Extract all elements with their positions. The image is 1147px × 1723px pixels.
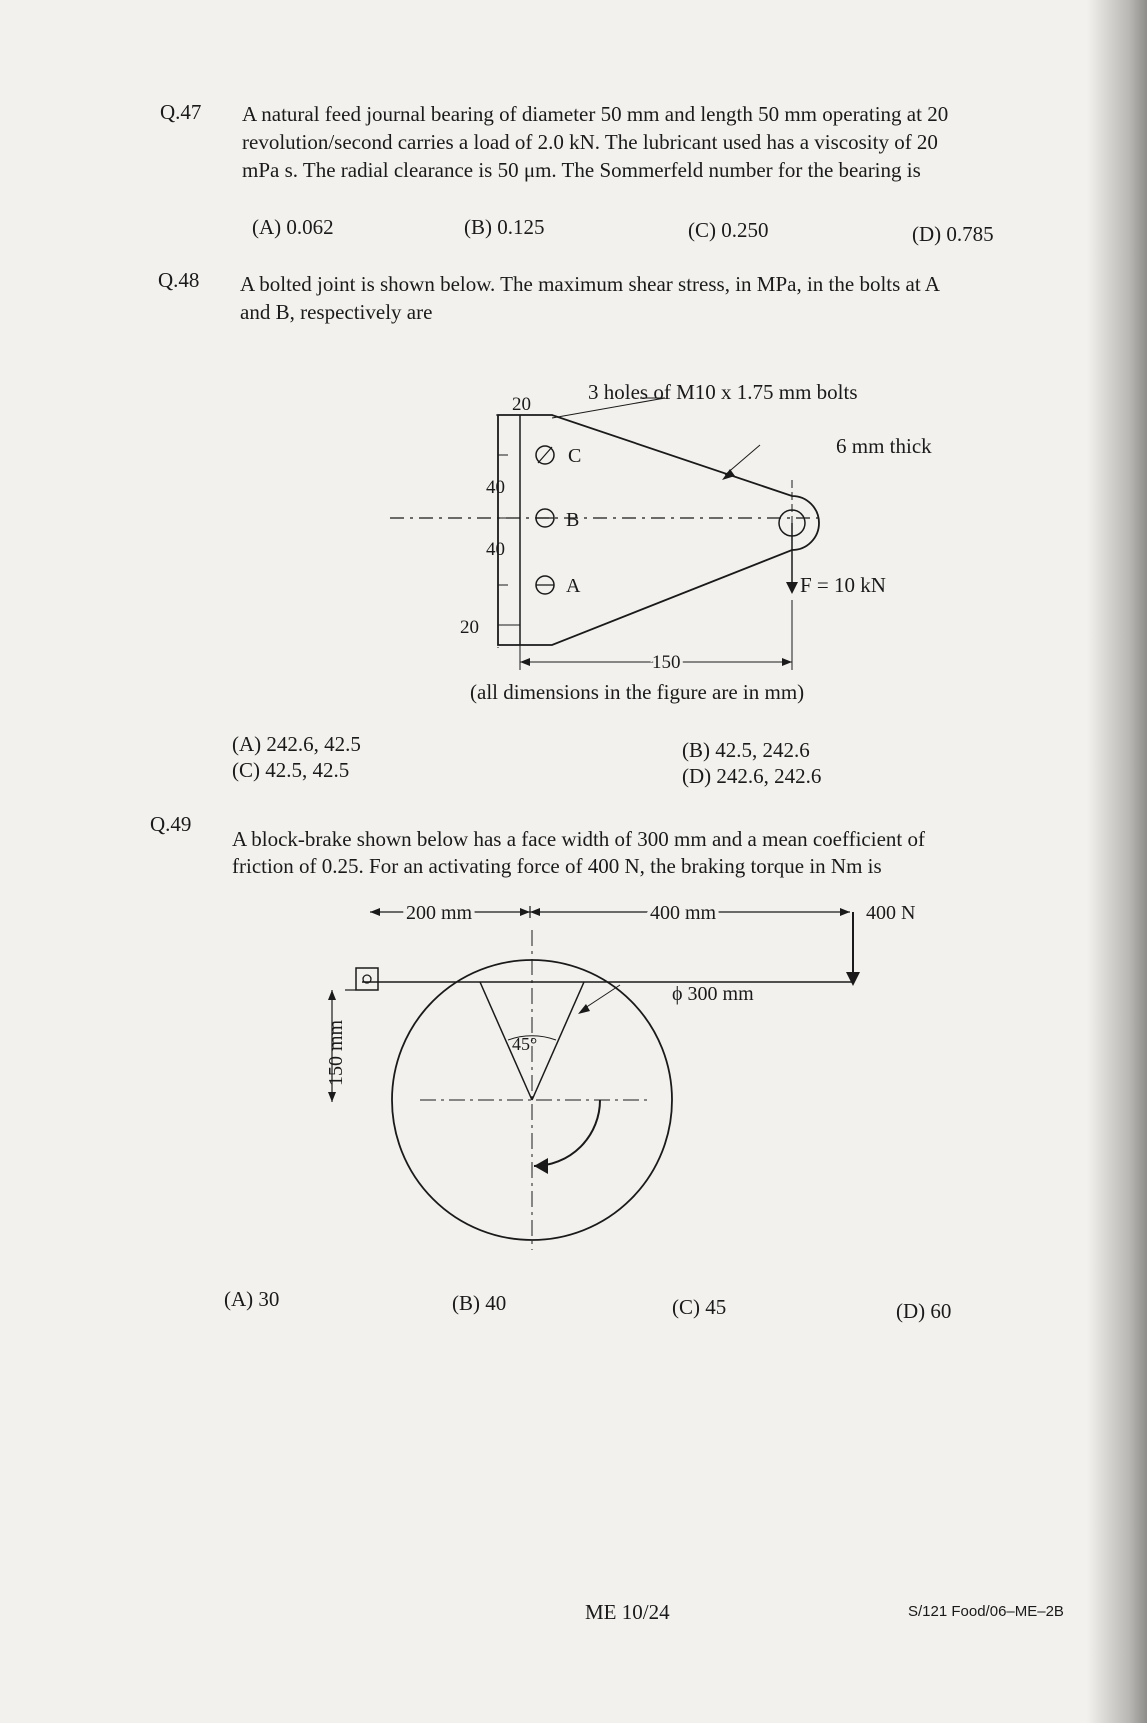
bolt-a-label: A bbox=[566, 575, 581, 597]
q48-bolts-label: 3 holes of M10 x 1.75 mm bolts bbox=[588, 380, 858, 404]
q48-figure-caption: (all dimensions in the figure are in mm) bbox=[470, 680, 805, 704]
dim-20-top: 20 bbox=[512, 394, 531, 415]
q49-line2: friction of 0.25. For an activating force of 400 N, the braking torque in Nm is bbox=[232, 854, 882, 878]
q47-line1: A natural feed journal bearing of diameter 50 mm and length 50 mm operating at 20 bbox=[242, 102, 949, 126]
q47-number: Q.47 bbox=[160, 100, 202, 124]
q49-option-c[interactable]: (C) 45 bbox=[672, 1295, 727, 1319]
bracket-plate bbox=[498, 415, 819, 645]
q47-option-b[interactable]: (B) 0.125 bbox=[464, 215, 545, 239]
dim-40-lower: 40 bbox=[486, 539, 505, 560]
q48-thickness-label: 6 mm thick bbox=[836, 434, 932, 458]
force-label: F = 10 kN bbox=[800, 573, 886, 597]
q47-option-c[interactable]: (C) 0.250 bbox=[688, 218, 769, 242]
q48-number: Q.48 bbox=[158, 268, 200, 292]
q48-option-a[interactable]: (A) 242.6, 42.5 bbox=[232, 732, 361, 756]
q47-line3: mPa s. The radial clearance is 50 μm. The Sommerfeld number for the bearing is bbox=[242, 158, 921, 182]
diameter-label: ϕ 300 mm bbox=[672, 983, 754, 1005]
bolt-b-label: B bbox=[566, 509, 580, 531]
dim-20-bottom: 20 bbox=[460, 617, 479, 638]
wedge-right bbox=[532, 982, 584, 1100]
q49-line1: A block-brake shown below has a face width of 300 mm and a mean coefficient of bbox=[232, 827, 925, 851]
rotation-arrow bbox=[534, 1100, 600, 1166]
dim-150: 150 bbox=[652, 652, 681, 673]
pivot-block bbox=[356, 968, 378, 990]
diameter-leader bbox=[582, 985, 620, 1010]
bolted-joint-figure bbox=[380, 370, 980, 710]
q48-option-b[interactable]: (B) 42.5, 242.6 bbox=[682, 738, 810, 762]
dim-200: 200 mm bbox=[406, 902, 473, 924]
page-edge-shadow bbox=[1087, 0, 1147, 1723]
q49-option-b[interactable]: (B) 40 bbox=[452, 1291, 507, 1315]
q48-line1: A bolted joint is shown below. The maximum shear stress, in MPa, in the bolts at A bbox=[240, 272, 940, 296]
dim-40-upper: 40 bbox=[486, 477, 505, 498]
q49-option-d[interactable]: (D) 60 bbox=[896, 1299, 952, 1323]
dim-400: 400 mm bbox=[650, 902, 717, 924]
q49-number: Q.49 bbox=[150, 812, 192, 836]
q47-line2: revolution/second carries a load of 2.0 kN. The lubricant used has a viscosity of 20 bbox=[242, 130, 938, 154]
q48-line2: and B, respectively are bbox=[240, 300, 433, 324]
force-400-label: 400 N bbox=[866, 902, 916, 924]
block-brake-figure bbox=[320, 890, 940, 1250]
q49-option-a[interactable]: (A) 30 bbox=[224, 1287, 280, 1311]
page-number: ME 10/24 bbox=[585, 1600, 670, 1624]
paper-code: S/121 Food/06–ME–2B bbox=[908, 1603, 1064, 1620]
rotation-arrowhead bbox=[534, 1158, 548, 1174]
bolt-c-label: C bbox=[568, 445, 582, 467]
dim-150: 150 mm bbox=[325, 1019, 347, 1086]
force-arrowhead bbox=[786, 582, 798, 594]
q47-option-d[interactable]: (D) 0.785 bbox=[912, 222, 994, 246]
q47-option-a[interactable]: (A) 0.062 bbox=[252, 215, 334, 239]
angle-label: 45° bbox=[512, 1034, 538, 1054]
q48-option-d[interactable]: (D) 242.6, 242.6 bbox=[682, 764, 822, 788]
force-arrowhead bbox=[846, 972, 860, 986]
q48-option-c[interactable]: (C) 42.5, 42.5 bbox=[232, 758, 350, 782]
